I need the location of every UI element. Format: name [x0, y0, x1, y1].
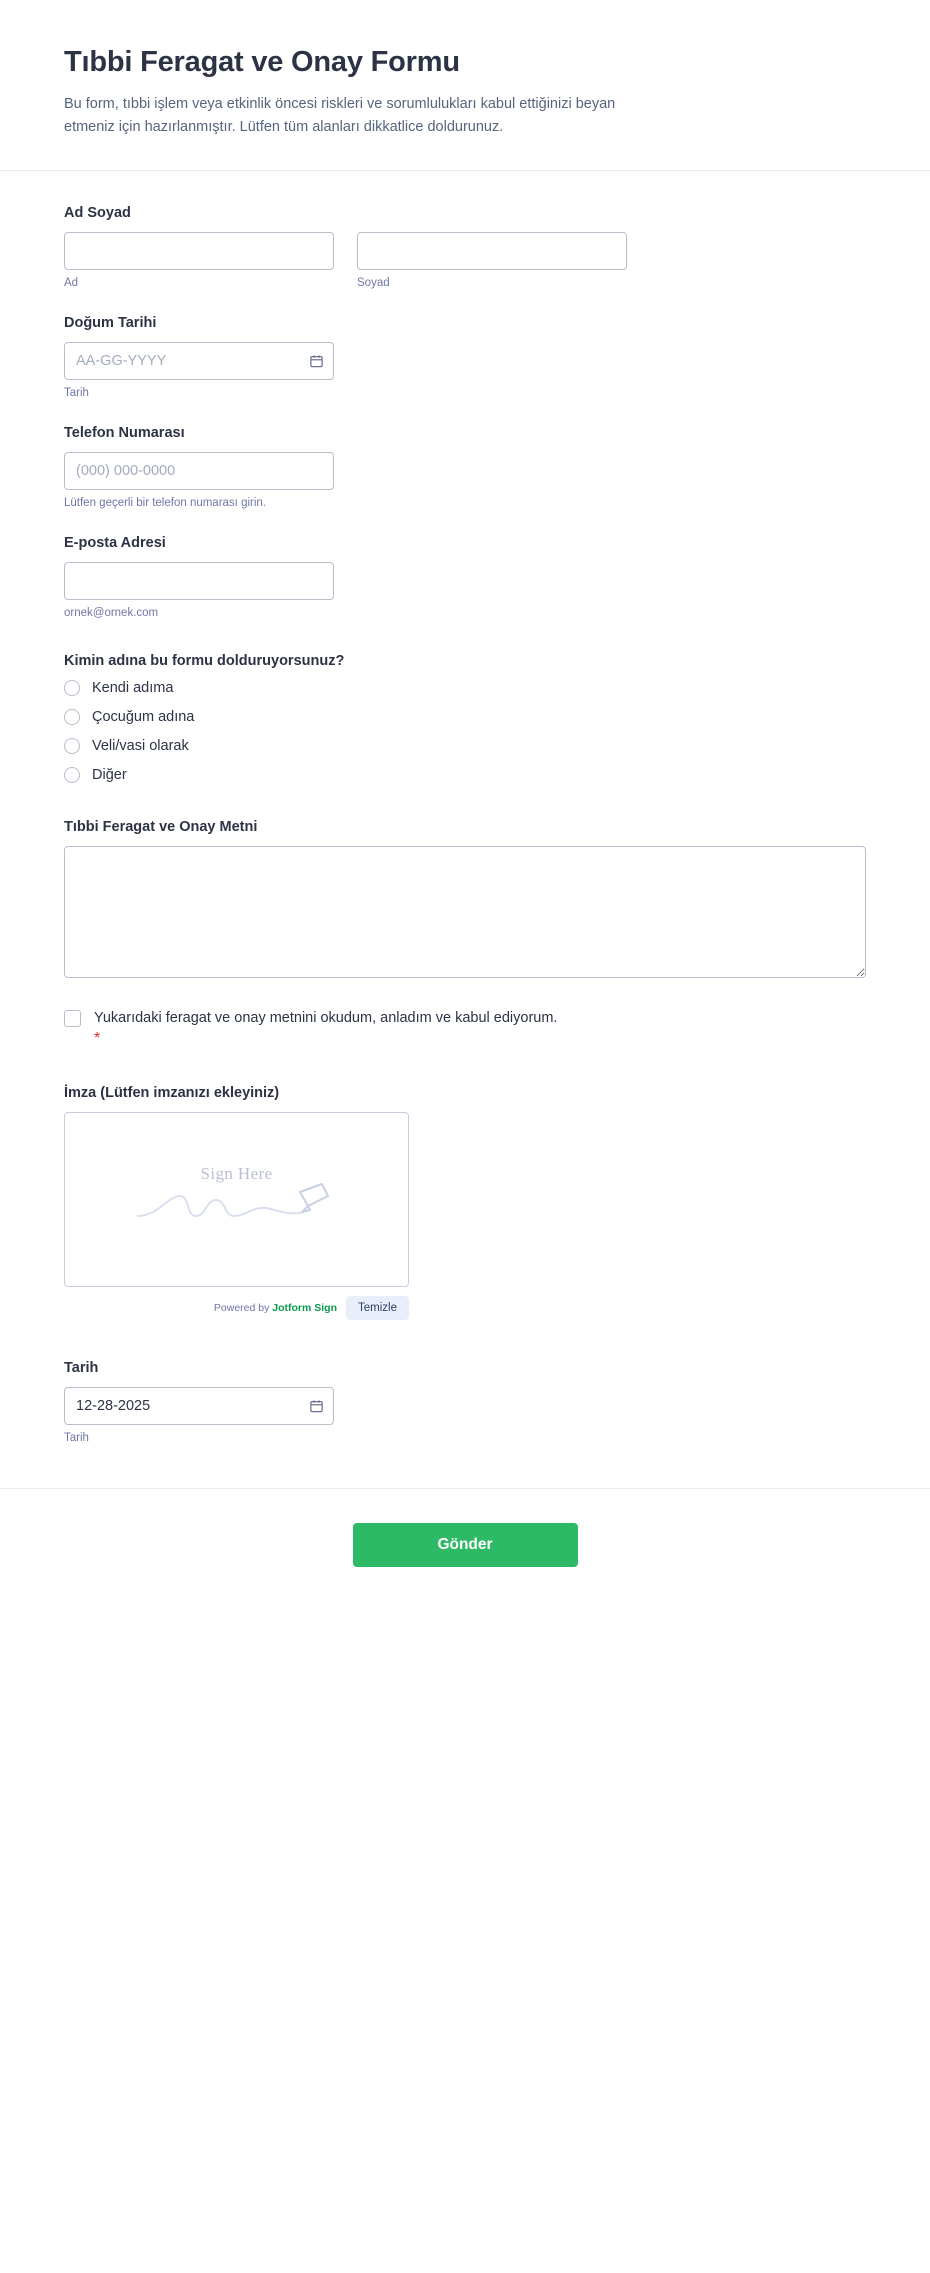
firstname-input[interactable]	[64, 232, 334, 270]
field-email	[64, 535, 866, 619]
field-consent-text	[64, 819, 866, 983]
field-date	[64, 1360, 866, 1444]
radio-label: Çocuğum adına	[92, 708, 195, 725]
behalf-label: Kimin adına bu formu dolduruyorsunuz?	[64, 652, 345, 669]
date-sublabel: Tarih	[64, 1431, 89, 1444]
fullname-label: Ad Soyad	[64, 204, 131, 221]
radio-label: Diğer	[92, 766, 127, 783]
birthdate-sublabel: Tarih	[64, 386, 89, 399]
lastname-input[interactable]	[357, 232, 627, 270]
phone-input[interactable]	[64, 452, 334, 490]
consent-text-label: Tıbbi Feragat ve Onay Metni	[64, 818, 258, 835]
radio-option-cocugum-adina[interactable]	[64, 709, 866, 725]
radio-label: Kendi adıma	[92, 679, 174, 696]
date-input[interactable]	[64, 1387, 334, 1425]
field-agree	[64, 1009, 866, 1047]
signature-scribble-icon	[132, 1182, 342, 1234]
form-subtitle: Bu form, tıbbi işlem veya etkinlik öncesi riskleri ve sorumlulukları kabul ettiğinizi beyan etmeniz için hazırlanmıştır. Lütfen tüm alanları dikkatlice doldurunuz.	[64, 96, 616, 136]
behalf-radio-group	[64, 680, 866, 783]
birthdate-input[interactable]	[64, 342, 334, 380]
form-header	[0, 0, 930, 171]
lastname-col	[357, 232, 627, 289]
field-behalf	[64, 653, 866, 783]
email-input[interactable]	[64, 562, 334, 600]
signature-placeholder	[65, 1164, 408, 1234]
email-label: E-posta Adresi	[64, 534, 166, 551]
radio-option-veli-vasi[interactable]	[64, 738, 866, 754]
form-footer	[0, 1488, 930, 1615]
powered-by-prefix: Powered by	[213, 1301, 270, 1314]
radio-icon[interactable]	[64, 680, 80, 696]
field-signature	[64, 1085, 866, 1320]
agree-label: Yukarıdaki feragat ve onay metnini okudum, anladım ve kabul ediyorum.	[94, 1009, 558, 1026]
email-col	[64, 562, 334, 619]
field-fullname	[64, 205, 866, 289]
field-birthdate	[64, 315, 866, 399]
clear-signature-button[interactable]: Temizle	[346, 1296, 409, 1320]
radio-icon[interactable]	[64, 738, 80, 754]
email-hint: ornek@ornek.com	[64, 606, 159, 619]
field-phone	[64, 425, 866, 509]
date-input-wrap	[64, 1387, 334, 1425]
firstname-col	[64, 232, 334, 289]
page-title: Tıbbi Feragat ve Onay Formu	[64, 46, 460, 78]
phone-label: Telefon Numarası	[64, 424, 185, 441]
signature-footer	[64, 1296, 409, 1320]
firstname-sublabel: Ad	[64, 276, 79, 289]
fullname-row	[64, 232, 866, 289]
date-label: Tarih	[64, 1359, 99, 1376]
phone-col	[64, 452, 334, 509]
signature-placeholder-text: Sign Here	[200, 1164, 273, 1184]
checkbox-icon[interactable]	[64, 1010, 81, 1027]
radio-option-kendi-adima[interactable]	[64, 680, 866, 696]
signature-label: İmza (Lütfen imzanızı ekleyiniz)	[64, 1084, 280, 1101]
radio-icon[interactable]	[64, 767, 80, 783]
birthdate-input-wrap	[64, 342, 334, 380]
powered-by-brand: Jotform Sign	[272, 1301, 338, 1314]
consent-text-area[interactable]	[64, 846, 866, 978]
submit-button[interactable]: Gönder	[353, 1523, 578, 1567]
radio-option-diger[interactable]	[64, 767, 866, 783]
powered-by-text	[214, 1302, 337, 1314]
radio-icon[interactable]	[64, 709, 80, 725]
required-marker: *	[94, 1029, 101, 1047]
phone-hint: Lütfen geçerli bir telefon numarası girin.	[64, 496, 266, 509]
agree-checkbox-row[interactable]	[64, 1009, 866, 1029]
lastname-sublabel: Soyad	[357, 276, 390, 289]
birthdate-label: Doğum Tarihi	[64, 314, 157, 331]
form-body	[0, 171, 930, 1454]
signature-pad[interactable]	[64, 1112, 409, 1287]
radio-label: Veli/vasi olarak	[92, 737, 189, 754]
